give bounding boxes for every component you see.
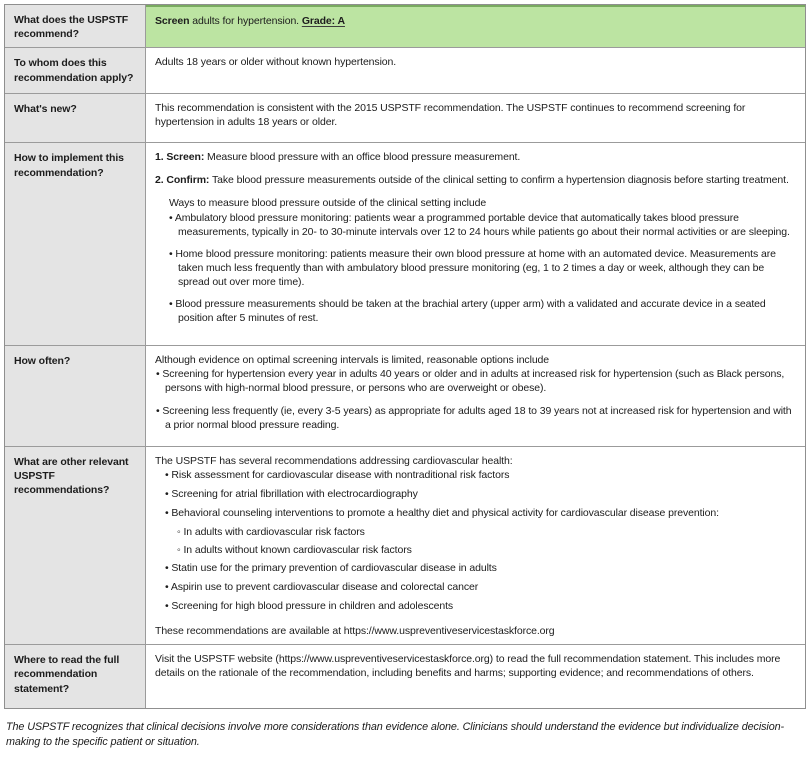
bullet-icon: • [169,247,173,260]
table-row-implement [5,142,805,345]
list-item [165,599,793,613]
row-content-other [146,447,805,645]
row-content-full-statement [146,645,805,708]
table-row-whats-new [5,93,805,142]
sub-list-item [177,525,793,539]
bullet-icon: • [165,581,169,594]
row-label: What are other relevant USPSTF recommendations? [5,447,146,645]
row-label: What does the USPSTF recommend? [5,5,146,47]
row-label: How often? [5,346,146,445]
row-label: How to implement this recommendation? [5,143,146,345]
recommend-rest-text: adults for hypertension. [189,15,302,27]
step-number: 1. [155,151,164,164]
step-text: Measure blood pressure with an office blood pressure measurement. [207,151,521,164]
list-item-text: Home blood pressure monitoring: patients measure their own blood pressure at home with an automated device. Measurements are taken much less frequently than with ambulatory blood pressure monitoring (eg, 1 to 2 times a day or week, although they can be spread out over more time). [175,247,776,288]
list-item [165,561,793,575]
step-keyword: Screen: [166,151,205,164]
table-row-full-statement [5,644,805,708]
full-statement-text: Visit the USPSTF website (https://www.uspreventiveservicestaskforce.org) to read the full recommendation statement. This includes more details on the rationale of the recommendation, including benefits and harms; supporting evidence; and recommendations of others. [155,653,781,680]
list-item [156,367,793,395]
row-label: Where to read the full recommendation statement? [5,645,146,708]
row-content-whats-new [146,94,805,142]
list-item [165,506,793,520]
other-intro: The USPSTF has several recommendations addressing cardiovascular health: [155,454,513,467]
ways-intro-text: Ways to measure blood pressure outside of the clinical setting include [169,197,487,210]
apply-text: Adults 18 years or older without known hypertension. [155,56,397,69]
list-item [169,211,793,239]
list-item [169,247,793,289]
table-row-other-recommendations [5,446,805,645]
step-keyword: Confirm: [166,174,210,187]
step-number: 2. [155,174,164,187]
whats-new-text: This recommendation is consistent with the 2015 USPSTF recommendation. The USPSTF continues to recommend screening for hypertension in adults 18 years or older. [155,102,746,129]
step-item-screen [155,150,793,164]
table-row-apply [5,47,805,93]
row-label: To whom does this recommendation apply? [5,48,146,93]
row-label: What's new? [5,94,146,142]
row-content-apply [146,48,805,93]
bullet-icon: • [165,468,169,481]
list-item-text: Risk assessment for cardiovascular disease with nontraditional risk factors [171,468,510,481]
step-item-confirm [155,173,793,187]
how-often-intro: Although evidence on optimal screening intervals is limited, reasonable options include [155,354,550,367]
table-row-recommend [5,5,805,47]
footnote-text: The USPSTF recognizes that clinical decisions involve more considerations than evidence alone. Clinicians should understand the evidence but individualize decision-making to the specific patient or situation. [6,721,785,749]
table-row-how-often [5,345,805,445]
grade-a-link[interactable]: Grade: A [301,15,345,27]
list-item [169,297,793,325]
bullet-icon: • [165,600,169,613]
list-item-text: Aspirin use to prevent cardiovascular disease and colorectal cancer [170,581,479,594]
bullet-icon: • [156,404,160,417]
row-content-implement [146,143,805,345]
recommendation-summary-table [4,4,806,709]
bullet-icon: • [169,211,173,224]
list-item-text: Screening for hypertension every year in adults 40 years or older and in adults at increased risk for hypertension (such as Black persons, persons with high-normal blood pressure, or persons who are overweight or obese). [162,368,785,395]
list-item-text: Behavioral counseling interventions to promote a healthy diet and physical activity for cardiovascular disease prevention: [171,506,719,519]
list-item-text: Blood pressure measurements should be taken at the brachial artery (upper arm) with a validated and accurate device in a seated position after 5 minutes of rest. [175,297,766,324]
list-item [165,468,793,482]
other-outro: These recommendations are available at https://www.uspreventiveservicestaskforce.org [155,625,555,638]
row-content-how-often [146,346,805,445]
list-item [165,487,793,501]
list-item [156,404,793,432]
bullet-icon: • [165,562,169,575]
sub-bullet-icon: ◦ [177,525,181,538]
sub-list-item-text: In adults with cardiovascular risk factors [183,525,365,538]
sub-list-item-text: In adults without known cardiovascular risk factors [183,543,412,556]
bullet-icon: • [169,297,173,310]
bullet-icon: • [165,506,169,519]
list-item-text: Screening for high blood pressure in children and adolescents [171,600,454,613]
list-item-text: Ambulatory blood pressure monitoring: patients wear a programmed portable device that automatically takes blood pressure measurements, typically in 20- to 30-minute intervals over 12 to 24 hours while patients go about their normal activities or are sleeping. [174,211,790,238]
bullet-icon: • [165,487,169,500]
list-item [165,580,793,594]
list-item-text: Screening for atrial fibrillation with electrocardiography [171,487,418,500]
step-text: Take blood pressure measurements outside of the clinical setting to confirm a hypertension diagnosis before starting treatment. [211,174,789,187]
bullet-icon: • [156,368,160,381]
list-item-text: Screening less frequently (ie, every 3-5 years) as appropriate for adults aged 18 to 39 years not at increased risk for hypertension and with a prior normal blood pressure reading. [162,404,792,431]
sub-list-item [177,543,793,557]
list-item-text: Statin use for the primary prevention of cardiovascular disease in adults [171,562,497,575]
row-content-recommend-highlight [146,5,805,47]
recommend-action-text: Screen [155,15,190,27]
sub-bullet-icon: ◦ [177,543,181,556]
